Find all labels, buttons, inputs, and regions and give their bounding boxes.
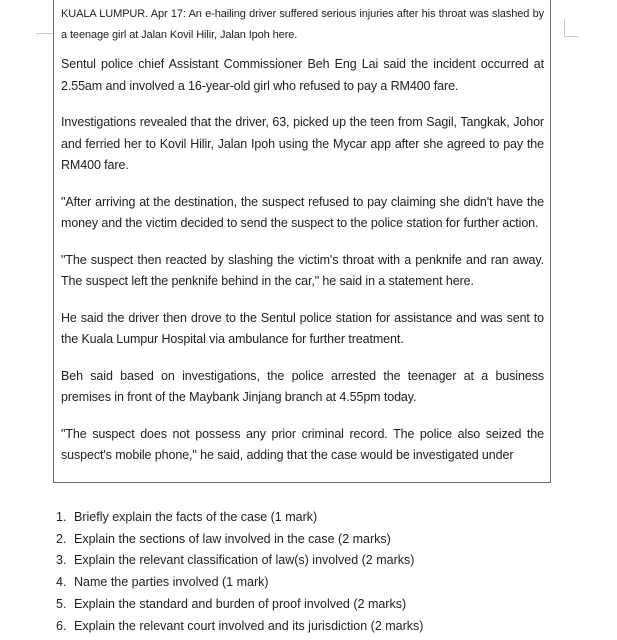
- margin-guide-line: [36, 33, 53, 34]
- question-number: 6.: [56, 618, 67, 633]
- question-item: [56, 616, 423, 638]
- question-text: Explain the standard and burden of proof involved (2 marks): [74, 596, 407, 611]
- question-number: 1.: [56, 510, 67, 524]
- question-text: Explain the sections of law involved in the case (2 marks): [74, 531, 391, 546]
- question-item: [56, 594, 423, 616]
- question-number: 2.: [56, 531, 67, 546]
- article-paragraph: Beh said based on investigations, the police arrested the teenager at a business premises in front of the Maybank Jinjang branch at 4.55pm today.: [61, 368, 544, 404]
- article-paragraph: "After arriving at the destination, the suspect refused to pay claiming she didn't have the money and the victim decided to send the suspect to the police station for further action.: [61, 194, 544, 230]
- article-paragraph: "The suspect does not possess any prior criminal record. The police also seized the suspect's mobile phone," he said, adding that the case would be investigated under: [61, 426, 544, 462]
- question-item: [56, 550, 423, 572]
- question-item: [56, 529, 423, 551]
- article-paragraph-lead: KUALA LUMPUR. Apr 17: An e-hailing driver suffered serious injuries after his throat was slashed by a teenage girl at Jalan Kovil Hilir, Jalan Ipoh here.: [61, 8, 544, 41]
- article-paragraph: Sentul police chief Assistant Commissioner Beh Eng Lai said the incident occurred at 2.55am and involved a 16-year-old girl who refused to pay a RM400 fare.: [61, 57, 544, 93]
- question-text: Name the parties involved (1 mark): [74, 575, 269, 590]
- question-number: 3.: [56, 553, 67, 568]
- article-paragraph: Investigations revealed that the driver, 63, picked up the teen from Sagil, Tangkak, Johor and ferried her to Kovil Hilir, Jalan Ipoh using the Mycar app after she agreed to pay the RM400 fare.: [61, 115, 544, 172]
- question-text: Briefly explain the facts of the case (1 mark): [74, 510, 318, 524]
- question-number: 5.: [56, 596, 67, 611]
- question-list: [56, 507, 423, 637]
- question-text: Explain the relevant court involved and its jurisdiction (2 marks): [74, 618, 424, 633]
- question-number: 4.: [56, 575, 67, 590]
- article-paragraph: He said the driver then drove to the Sentul police station for assistance and was sent to the Kuala Lumpur Hospital via ambulance for further treatment.: [61, 310, 544, 346]
- question-text: Explain the relevant classification of law(s) involved (2 marks): [74, 553, 415, 568]
- page-corner-mark: [564, 19, 578, 37]
- news-article-box: [53, 0, 551, 483]
- article-paragraph: "The suspect then reacted by slashing the victim's throat with a penknife and ran away. The suspect left the penknife behind in the car," he said in a statement here.: [61, 252, 544, 288]
- question-item: [56, 507, 423, 529]
- question-item: [56, 572, 423, 594]
